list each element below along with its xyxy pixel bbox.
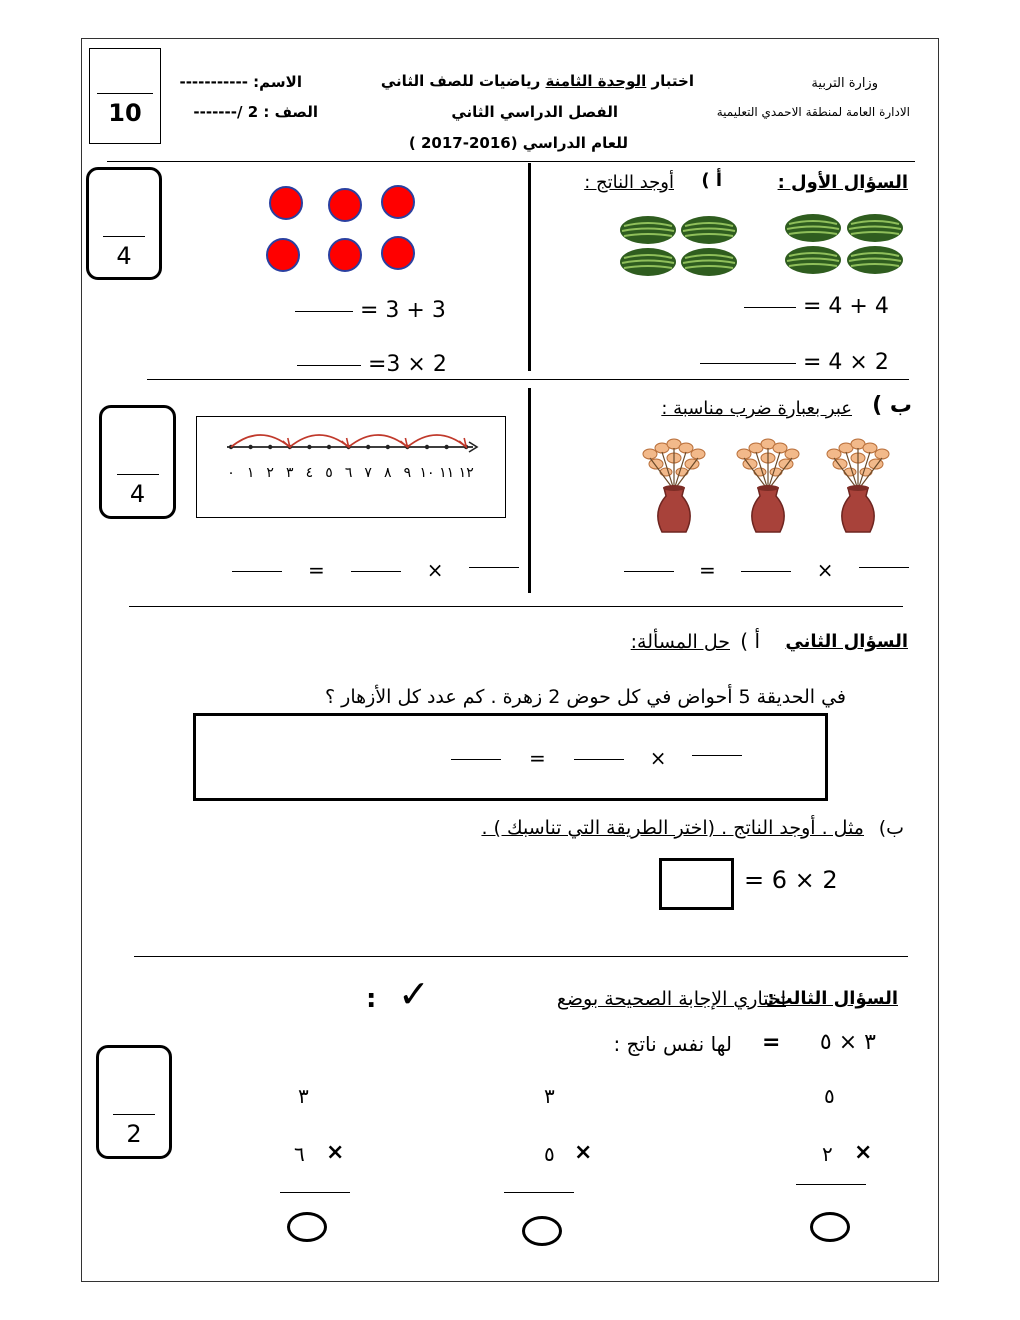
- q2-title: السؤال الثاني: [785, 631, 908, 652]
- number-line-label: ٥: [325, 465, 333, 481]
- q2-answer-expression: = ×: [451, 746, 742, 770]
- watermelon-icon: [785, 214, 841, 242]
- number-line-tick: [444, 445, 448, 449]
- watermelon-icon: [785, 246, 841, 274]
- answer-blank[interactable]: [351, 571, 401, 572]
- number-line-label: ٠: [227, 465, 235, 481]
- red-dot: [328, 238, 362, 272]
- q1-part-a-letter: أ ): [701, 170, 722, 191]
- ministry: وزارة التربية: [811, 76, 878, 91]
- number-line-label: ٩: [403, 465, 412, 481]
- number-line-label: ١١: [439, 465, 455, 481]
- answer-blank[interactable]: [692, 755, 742, 756]
- jump-arc: [231, 435, 290, 447]
- number-line-tick: [425, 445, 429, 449]
- red-dot: [266, 238, 300, 272]
- answer-blank[interactable]: [574, 759, 624, 760]
- q2-word-problem: في الحديقة 5 أحواض في كل حوض 2 زهرة . كم عدد كل الأزهار ؟: [325, 686, 846, 708]
- q3-title: السؤال الثالث:: [767, 988, 898, 1009]
- option-sign: ×: [854, 1140, 873, 1165]
- q2-answer-square[interactable]: [659, 858, 734, 910]
- answer-circle[interactable]: [287, 1212, 327, 1242]
- number-line-tick: [386, 445, 390, 449]
- jump-arc: [290, 435, 349, 447]
- q1-part-b-text: عبر بعبارة ضرب مناسبة :: [661, 398, 852, 419]
- section-divider: [134, 956, 908, 957]
- q1b-right-expression: = ×: [624, 558, 909, 582]
- watermelon-icon: [847, 246, 903, 274]
- option-top-number: ٣: [298, 1084, 309, 1108]
- q2-part-b-text: مثل . أوجد الناتج . (اختر الطريقة التي تناسبك ) .: [481, 817, 864, 839]
- number-line-label: ١٢: [458, 465, 474, 481]
- student-name-field[interactable]: الاسم: -----------: [179, 73, 302, 91]
- jump-arrowhead: [459, 438, 466, 447]
- watermelon-groups: [615, 212, 910, 278]
- answer-blank[interactable]: [700, 363, 796, 364]
- red-dot: [269, 186, 303, 220]
- total-score: 10: [108, 99, 142, 127]
- answer-blank[interactable]: [451, 759, 501, 760]
- q3-prompt-equals: =: [762, 1030, 781, 1055]
- number-line-label: ٧: [364, 465, 372, 481]
- q3-option-3: [796, 1080, 876, 1250]
- number-line: [197, 417, 505, 517]
- q3-prompt-expression: ٣ × ٥: [819, 1030, 876, 1055]
- number-line-label: ٦: [344, 465, 353, 481]
- q3-option-1: [278, 1080, 350, 1250]
- watermelon-icon: [620, 248, 676, 276]
- watermelon-icon: [620, 216, 676, 244]
- school-year: للعام الدراسي (2016-2017 ): [408, 134, 628, 152]
- q3-prompt-text: لها نفس ناتج :: [613, 1032, 732, 1056]
- answer-blank[interactable]: [469, 567, 519, 568]
- jump-arrowhead: [283, 438, 290, 447]
- jump-arrowhead: [342, 438, 349, 447]
- number-line-tick: [366, 445, 370, 449]
- q2-part-a-letter: أ ): [740, 629, 760, 653]
- q2-part-a-text: حل المسألة:: [630, 631, 730, 653]
- directorate: الادارة العامة لمنطقة الاحمدي التعليمية: [716, 105, 910, 119]
- option-bottom-number: ٢: [822, 1142, 833, 1166]
- answer-circle[interactable]: [522, 1216, 562, 1246]
- q3-score-box: 2: [96, 1045, 172, 1159]
- red-dot: [381, 236, 415, 270]
- option-top-number: ٥: [824, 1084, 835, 1108]
- option-top-number: ٣: [544, 1084, 555, 1108]
- number-line-label: ٢: [266, 465, 274, 481]
- header-divider: [107, 161, 915, 162]
- red-dot: [381, 185, 415, 219]
- option-sign: ×: [326, 1140, 345, 1165]
- answer-blank[interactable]: [859, 567, 909, 568]
- watermelon-icon: [847, 214, 903, 242]
- total-score-box: [89, 48, 161, 144]
- number-line-tick: [307, 445, 311, 449]
- section-divider: [129, 606, 903, 607]
- q3-colon: :: [366, 984, 377, 1014]
- q1b-score-box: 4: [99, 405, 176, 519]
- option-bottom-number: ٦: [294, 1142, 305, 1166]
- answer-circle[interactable]: [810, 1212, 850, 1242]
- q1-part-a-text: أوجد الناتج :: [584, 172, 674, 193]
- check-mark-icon: ✓: [398, 972, 430, 1016]
- answer-blank[interactable]: [232, 571, 282, 572]
- number-line-box: [196, 416, 506, 518]
- q3-option-2: [502, 1080, 593, 1250]
- number-line-label: ٨: [384, 465, 392, 481]
- q1-equation-4: 2 × 3=: [297, 352, 447, 377]
- red-dot: [328, 188, 362, 222]
- flower-vase-icon: [643, 439, 705, 532]
- number-line-label: ٤: [305, 465, 314, 481]
- answer-blank[interactable]: [741, 571, 791, 572]
- q1-equation-2: 2 × 4 =: [700, 350, 889, 375]
- q1b-left-expression: = ×: [232, 558, 519, 582]
- watermelon-icon: [681, 216, 737, 244]
- answer-blank[interactable]: [295, 311, 353, 312]
- semester: الفصل الدراسي الثاني: [451, 103, 618, 121]
- q3-instruction: اختاري الإجابة الصحيحة بوضع: [556, 988, 786, 1010]
- option-bottom-number: ٥: [544, 1142, 555, 1166]
- number-line-label: ١٠: [419, 465, 435, 481]
- flower-vase-icon: [827, 439, 889, 532]
- column-divider-bottom: [528, 388, 531, 593]
- q1-title: السؤال الأول :: [777, 172, 908, 193]
- number-line-tick: [327, 445, 331, 449]
- q1-equation-1: 4 + 4 =: [744, 294, 889, 319]
- q2-part-b-equation: 2 × 6 =: [744, 866, 838, 894]
- class-field[interactable]: الصف : 2 /-------: [193, 103, 318, 121]
- q1-part-b-letter: ب ): [872, 393, 912, 418]
- column-divider-top: [528, 163, 531, 371]
- section-divider: [147, 379, 909, 380]
- jump-arc: [407, 435, 466, 447]
- watermelon-icon: [681, 248, 737, 276]
- answer-blank[interactable]: [297, 365, 361, 366]
- option-sign: ×: [574, 1140, 593, 1165]
- flower-vases: [636, 438, 898, 534]
- q2-part-b-letter: ب): [878, 817, 904, 839]
- answer-blank[interactable]: [744, 307, 796, 308]
- jump-arrowhead: [400, 438, 407, 447]
- answer-blank[interactable]: [624, 571, 674, 572]
- number-line-tick: [268, 445, 272, 449]
- q1-equation-3: 3 + 3 =: [295, 298, 446, 323]
- exam-title: اختبار الوحدة الثامنة رياضيات للصف الثاني: [380, 72, 694, 90]
- flower-vase-icon: [737, 439, 799, 532]
- number-line-label: ٣: [286, 465, 294, 481]
- number-line-tick: [248, 445, 252, 449]
- number-line-label: ١: [246, 465, 255, 481]
- jump-arc: [349, 435, 408, 447]
- q1a-score-box: 4: [86, 167, 162, 280]
